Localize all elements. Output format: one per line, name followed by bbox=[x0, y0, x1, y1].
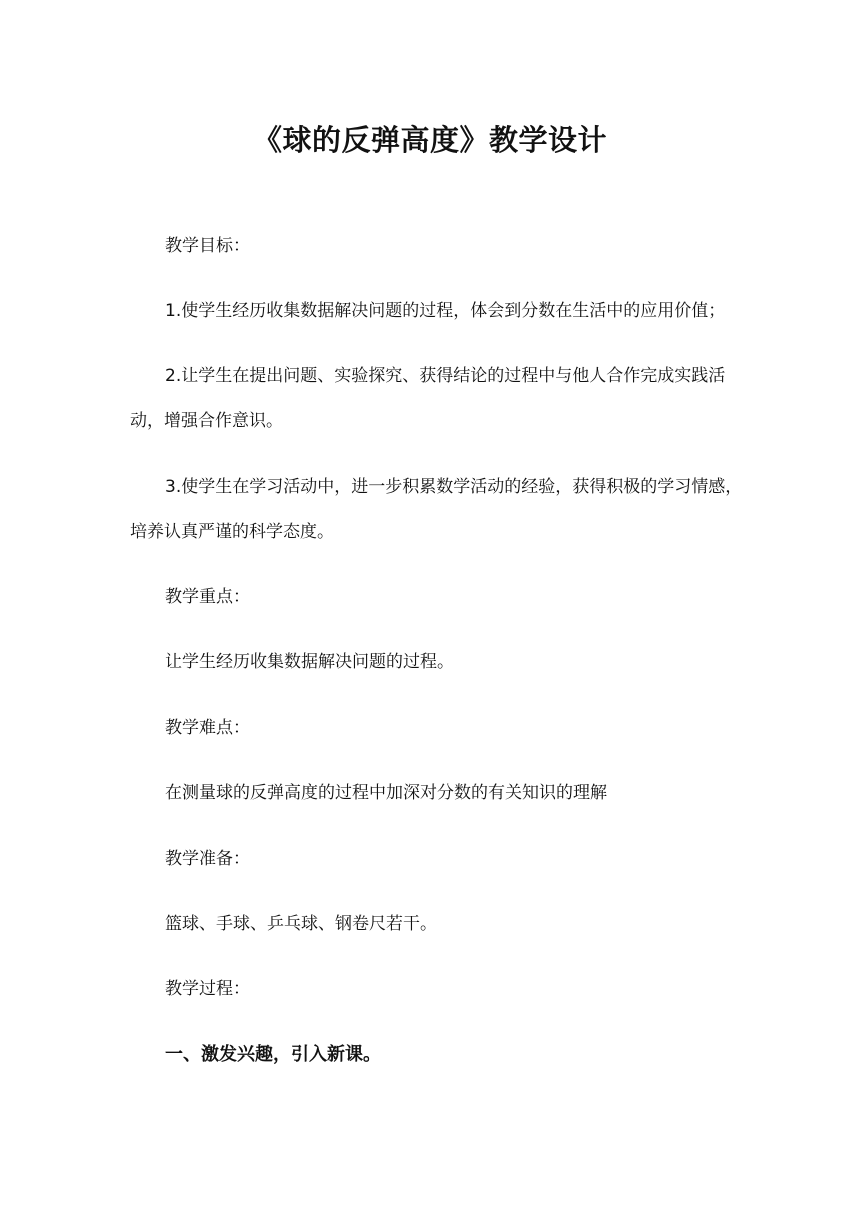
preparation-label: 教学准备： bbox=[165, 849, 250, 869]
objective-3-line-1: 3.使学生在学习活动中，进一步积累数学活动的经验，获得积极的学习情感， bbox=[165, 477, 743, 497]
key-point-label: 教学重点： bbox=[165, 587, 250, 607]
difficulty-text: 在测量球的反弹高度的过程中加深对分数的有关知识的理解 bbox=[165, 783, 607, 803]
objectives-label: 教学目标： bbox=[165, 236, 250, 256]
key-point-text: 让学生经历收集数据解决问题的过程。 bbox=[165, 652, 454, 672]
section-1-heading: 一、激发兴趣，引入新课。 bbox=[165, 1044, 381, 1065]
document-title: 《球的反弹高度》教学设计 bbox=[252, 123, 607, 157]
process-label: 教学过程： bbox=[165, 979, 250, 999]
objective-1: 1.使学生经历收集数据解决问题的过程，体会到分数在生活中的应用价值； bbox=[165, 301, 726, 321]
preparation-text: 篮球、手球、乒乓球、钢卷尺若干。 bbox=[165, 914, 437, 934]
difficulty-label: 教学难点： bbox=[165, 718, 250, 738]
objective-3-line-2: 培养认真严谨的科学态度。 bbox=[130, 522, 334, 542]
objective-2-line-2: 动，增强合作意识。 bbox=[130, 411, 283, 431]
objective-2-line-1: 2.让学生在提出问题、实验探究、获得结论的过程中与他人合作完成实践活 bbox=[165, 366, 726, 386]
